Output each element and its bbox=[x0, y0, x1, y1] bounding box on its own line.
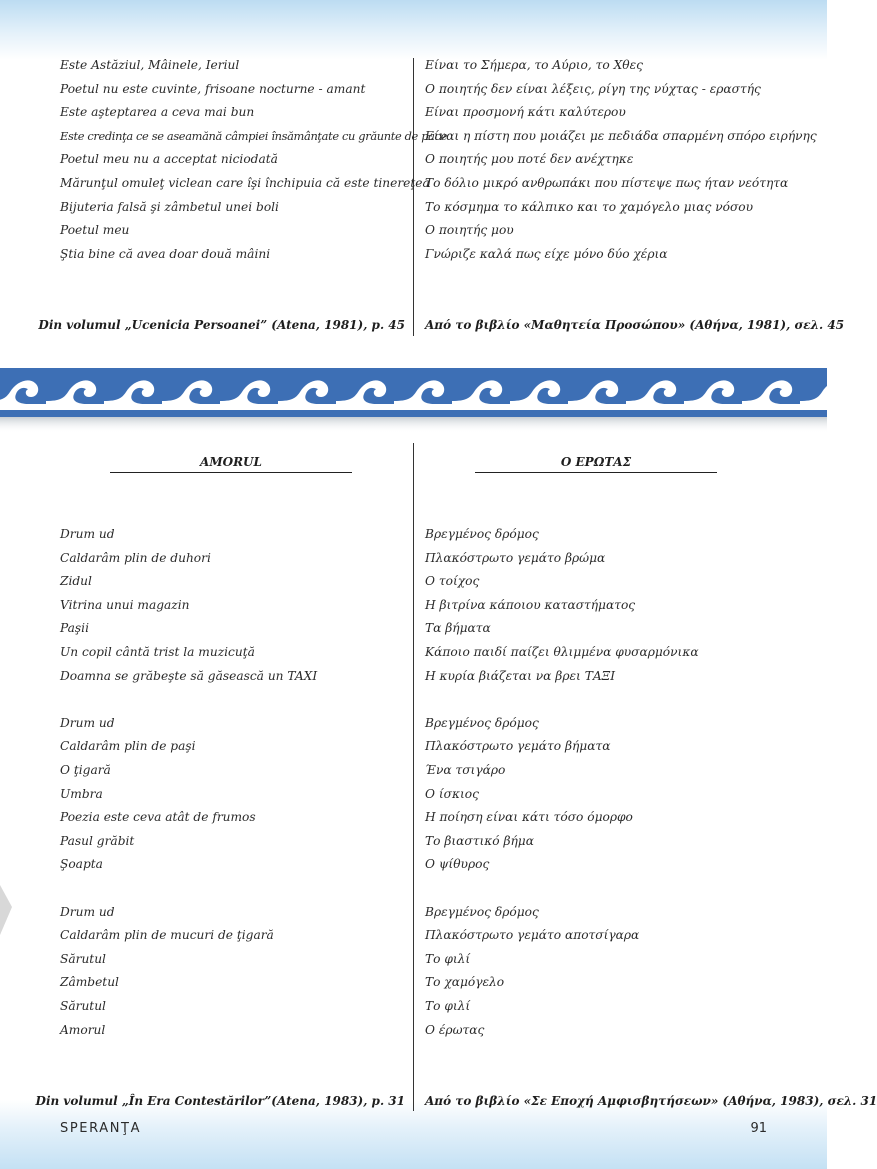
verse-line: Este aşteptarea a ceva mai bun bbox=[60, 105, 255, 120]
column-divider-top bbox=[413, 58, 414, 336]
verse-line: Doamna se grăbeşte să găsească un TAXI bbox=[60, 668, 318, 683]
verse-line: Ştia bine că avea doar două mâini bbox=[60, 246, 271, 261]
poem1-source-greek: Από το βιβλίο «Μαθητεία Προσώπου» (Αθήνα, 1981), σελ. 45 bbox=[425, 318, 845, 332]
verse-line: Mărunţul omuleţ viclean care îşi închipuia că este tinereţea bbox=[60, 176, 430, 190]
verse-line: Βρεγμένος δρόμος bbox=[425, 527, 539, 541]
verse-line: Poetul meu bbox=[60, 223, 130, 238]
verse-line: Το βιαστικό βήμα bbox=[425, 833, 534, 848]
verse-line: Ένα τσιγάρο bbox=[425, 763, 506, 777]
magazine-name: SPERANŢA bbox=[60, 1121, 142, 1136]
top-gradient-band bbox=[0, 0, 827, 60]
wave-ornament-border bbox=[0, 368, 827, 436]
verse-line: Este credinţa ce se aseamănă câmpiei însămânţate cu grăunte de pace bbox=[60, 128, 448, 143]
side-decoration-mark bbox=[0, 885, 12, 935]
verse-line: Sărutul bbox=[60, 951, 106, 966]
verse-line: Είναι η πίστη που μοιάζει με πεδιάδα σπαρμένη σπόρο ειρήνης bbox=[425, 128, 817, 143]
verse-line: Γνώριζε καλά πως είχε μόνο δύο χέρια bbox=[425, 246, 668, 261]
verse-line: Poetul nu este cuvinte, frisoane nocturne - amant bbox=[60, 81, 366, 96]
poem2-source-romanian: Din volumul „În Era Contestărilor”(Atena, 1983), p. 31 bbox=[35, 1094, 405, 1108]
verse-line: Πλακόστρωτο γεμάτο βρώμα bbox=[425, 550, 606, 565]
verse-line: Caldarâm plin de paşi bbox=[60, 739, 196, 754]
poem2-source-greek: Από το βιβλίο «Σε Εποχή Αμφισβητήσεων» (Αθήνα, 1983), σελ. 31 bbox=[425, 1094, 877, 1108]
verse-line: Πλακόστρωτο γεμάτο βήματα bbox=[425, 739, 611, 754]
verse-line: Ο τοίχος bbox=[425, 574, 480, 589]
verse-line: Bijuteria falsă şi zâmbetul unei boli bbox=[60, 199, 279, 214]
verse-line: O ţigară bbox=[60, 763, 111, 777]
verse-line: Το φιλί bbox=[425, 951, 471, 966]
verse-line: Drum ud bbox=[60, 527, 115, 541]
verse-line: Amorul bbox=[60, 1022, 106, 1037]
verse-line: Caldarâm plin de duhori bbox=[60, 550, 211, 565]
verse-line: Η ποίηση είναι κάτι τόσο όμορφο bbox=[425, 810, 633, 825]
verse-line: Paşii bbox=[60, 621, 89, 636]
verse-line: Ο ψίθυρος bbox=[425, 857, 490, 872]
column-divider-bottom bbox=[413, 443, 414, 1111]
verse-line: Ο ποιητής μου ποτέ δεν ανέχτηκε bbox=[425, 152, 634, 167]
verse-line: Κάποιο παιδί παίζει θλιμμένα φυσαρμόνικα bbox=[425, 645, 699, 659]
verse-line: Ο ίσκιος bbox=[425, 786, 479, 801]
verse-line: Η βιτρίνα κάποιου καταστήματος bbox=[425, 597, 636, 612]
verse-line: Caldarâm plin de mucuri de ţigară bbox=[60, 928, 274, 943]
verse-line: Un copil cântă trist la muzicuţă bbox=[60, 645, 255, 659]
verse-line: Ο ποιητής μου bbox=[425, 223, 514, 238]
verse-line: Τα βήματα bbox=[425, 621, 491, 636]
page-number: 91 bbox=[750, 1121, 767, 1136]
verse-line: Umbra bbox=[60, 786, 103, 801]
verse-line: Πλακόστρωτο γεμάτο αποτσίγαρα bbox=[425, 928, 640, 943]
verse-line: Το δόλιο μικρό ανθρωπάκι που πίστεψε πως ήταν νεότητα bbox=[425, 176, 789, 190]
verse-line: Zidul bbox=[60, 574, 92, 589]
verse-line: Zâmbetul bbox=[60, 975, 119, 990]
verse-line: Η κυρία βιάζεται να βρει ΤΑΞΙ bbox=[425, 668, 616, 683]
verse-line: Pasul grăbit bbox=[60, 833, 135, 848]
verse-line: Βρεγμένος δρόμος bbox=[425, 904, 539, 919]
poem1-source-romanian: Din volumul „Ucenicia Persoanei” (Atena, 1981), p. 45 bbox=[38, 318, 405, 332]
verse-line: Το κόσμημα το κάλπικο και το χαμόγελο μιας νόσου bbox=[425, 199, 754, 214]
verse-line: Βρεγμένος δρόμος bbox=[425, 715, 539, 730]
verse-line: Ο έρωτας bbox=[425, 1022, 485, 1037]
verse-line: Drum ud bbox=[60, 904, 115, 919]
poem2-title-romanian: AMORUL bbox=[110, 455, 352, 473]
verse-line: Drum ud bbox=[60, 715, 115, 730]
verse-line: Το φιλί bbox=[425, 999, 471, 1013]
verse-line: Vitrina unui magazin bbox=[60, 597, 190, 612]
verse-line: Είναι το Σήμερα, το Αύριο, το Χθες bbox=[425, 58, 643, 72]
verse-line: Sărutul bbox=[60, 999, 106, 1013]
verse-line: Είναι προσμονή κάτι καλύτερου bbox=[425, 105, 626, 120]
poem2-title-greek: Ο ΕΡΩΤΑΣ bbox=[475, 455, 717, 473]
verse-line: Poetul meu nu a acceptat niciodată bbox=[60, 152, 278, 167]
verse-line: Ο ποιητής δεν είναι λέξεις, ρίγη της νύχτας - εραστής bbox=[425, 81, 761, 96]
verse-line: Το χαμόγελο bbox=[425, 975, 505, 990]
verse-line: Poezia este ceva atât de frumos bbox=[60, 810, 256, 825]
verse-line: Şoapta bbox=[60, 857, 103, 872]
verse-line: Este Astăziul, Mâinele, Ieriul bbox=[60, 58, 240, 72]
